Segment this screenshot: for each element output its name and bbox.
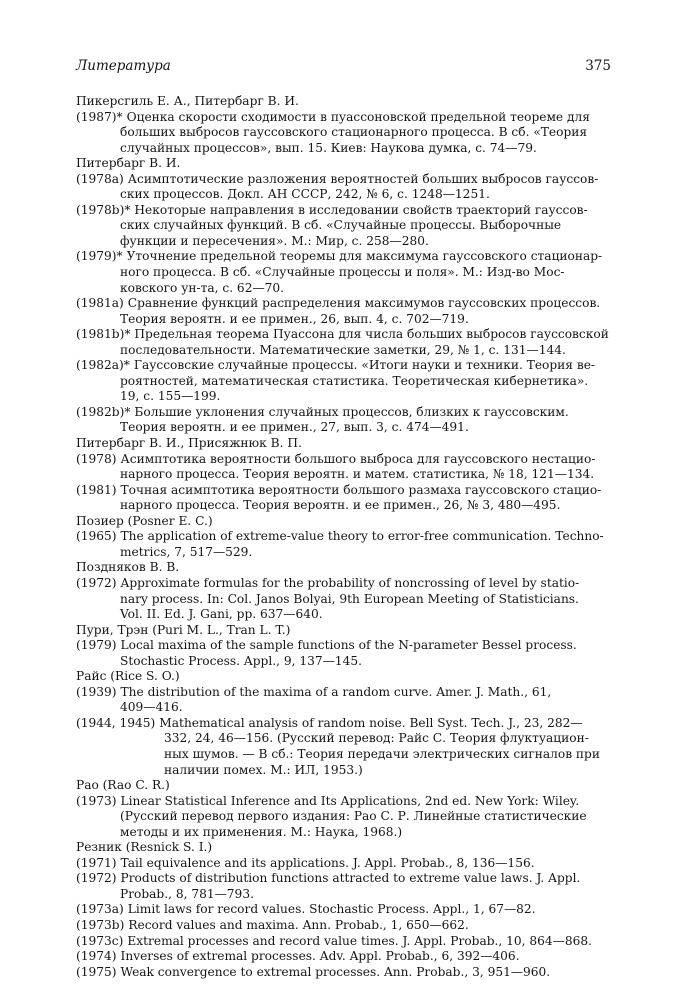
reference-author-line	[76, 436, 624, 452]
reference-year: (1981a)	[76, 296, 124, 311]
reference-entry-line	[76, 638, 624, 654]
reference-author-line	[76, 514, 624, 530]
reference-text: случайных процессов», вып. 15. Киев: Наукова думка, с. 74—79.	[120, 140, 537, 155]
reference-year: (1975)	[76, 964, 117, 979]
reference-text: Гауссовские случайные процессы. «Итоги науки и техники. Теория ве-	[133, 358, 596, 373]
reference-entry-line	[76, 949, 624, 965]
reference-entry-line	[76, 918, 624, 934]
reference-continuation-line	[76, 187, 624, 203]
reference-year: (1978)	[76, 451, 117, 466]
reference-list	[76, 94, 624, 980]
reference-text: Mathematical analysis of random noise. Bell Syst. Tech. J., 23, 282—	[159, 715, 583, 730]
reference-continuation-line	[76, 374, 624, 390]
reference-entry-line	[76, 902, 624, 918]
reference-entry-line	[76, 327, 624, 343]
reference-text: Пикерсгиль Е. А., Питербарг В. И.	[76, 94, 299, 108]
reference-text: последовательности. Математические заметки, 29, № 1, с. 131—144.	[120, 342, 566, 357]
reference-year: (1965)	[76, 529, 117, 544]
reference-year: (1978b)*	[76, 202, 131, 217]
reference-continuation-line	[76, 125, 624, 141]
reference-year: (1944, 1945)	[76, 715, 156, 730]
reference-continuation-line	[76, 141, 624, 157]
reference-text: Tail equivalence and its applications. J. Appl. Probab., 8, 136—156.	[120, 855, 535, 870]
reference-text: Inverses of extremal processes. Adv. Appl. Probab., 6, 392—406.	[120, 949, 520, 964]
reference-author-line	[76, 156, 624, 172]
reference-entry-line	[76, 249, 624, 265]
reference-continuation-line	[76, 809, 624, 825]
reference-continuation-line	[76, 607, 624, 623]
reference-entry-line	[76, 965, 624, 981]
reference-year: (1979)*	[76, 249, 123, 264]
reference-entry-line	[76, 358, 624, 374]
reference-continuation-line	[76, 825, 624, 841]
reference-text: Теория вероятн. и ее примен., 26, вып. 4, с. 702—719.	[120, 311, 469, 326]
reference-year: (1982a)*	[76, 358, 130, 373]
reference-text: 332, 24, 46—156. (Русский перевод: Райс С. Теория флуктуацион-	[164, 731, 589, 746]
reference-continuation-line	[76, 498, 624, 514]
reference-text: роятностей, математическая статистика. Теоретическая кибернетика».	[120, 373, 589, 388]
reference-text: Сравнение функций распределения максимумов гауссовских процессов.	[127, 296, 601, 311]
reference-text: Предельная теорема Пуассона для числа больших выбросов гауссовской	[134, 327, 609, 342]
reference-text: Record values and maxima. Ann. Probab., 1, 650—662.	[128, 917, 469, 932]
reference-continuation-line	[76, 747, 624, 763]
reference-text: Питербарг В. И., Присяжнюк В. П.	[76, 436, 302, 451]
reference-year: (1973a)	[76, 902, 124, 917]
reference-text: The distribution of the maxima of a random curve. Amer. J. Math., 61,	[120, 684, 552, 699]
reference-text: ных шумов. — В сб.: Теория передачи электрических сигналов при	[164, 746, 600, 761]
reference-continuation-line	[76, 763, 624, 779]
reference-continuation-line	[76, 281, 624, 297]
reference-text: Local maxima of the sample functions of the N-parameter Bessel process.	[120, 638, 577, 653]
reference-text: ковского ун-та, с. 62—70.	[120, 280, 285, 295]
reference-entry-line	[76, 296, 624, 312]
reference-entry-line	[76, 203, 624, 219]
reference-continuation-line	[76, 887, 624, 903]
reference-text: Products of distribution functions attracted to extreme value laws. J. Appl.	[120, 871, 581, 886]
reference-entry-line	[76, 934, 624, 950]
reference-text: Approximate formulas for the probability of noncrossing of level by statio-	[120, 575, 580, 590]
reference-author-line	[76, 840, 624, 856]
reference-entry-line	[76, 716, 624, 732]
reference-continuation-line	[76, 700, 624, 716]
reference-text: Оценка скорости сходимости в пуассоновской предельной теореме для	[126, 109, 590, 124]
reference-year: (1982b)*	[76, 404, 131, 419]
reference-text: Extremal processes and record value times. J. Appl. Probab., 10, 864—868.	[127, 933, 592, 948]
reference-text: Поздняков В. В.	[76, 560, 180, 575]
reference-text: Probab., 8, 781—793.	[120, 886, 254, 901]
reference-text: Vol. II. Ed. J. Gani, pp. 637—640.	[120, 607, 323, 622]
reference-continuation-line	[76, 389, 624, 405]
reference-year: (1974)	[76, 949, 117, 964]
reference-continuation-line	[76, 545, 624, 561]
reference-continuation-line	[76, 592, 624, 608]
reference-text: Некоторые направления в исследовании свойств траекторий гауссов-	[134, 202, 588, 217]
reference-continuation-line	[76, 265, 624, 281]
reference-year: (1939)	[76, 684, 117, 699]
page-number: 375	[585, 58, 611, 74]
reference-year: (1973b)	[76, 917, 125, 932]
reference-text: nary process. In: Col. Janos Bolyai, 9th European Meeting of Statisticians.	[120, 591, 579, 606]
reference-text: Точная асимптотика вероятности большого размаха гауссовского стацио-	[120, 482, 602, 497]
reference-text: наличии помех. М.: ИЛ, 1953.)	[164, 762, 363, 777]
reference-text: Теория вероятн. и ее примен., 27, вып. 3, с. 474—491.	[120, 420, 469, 435]
reference-year: (1978a)	[76, 171, 124, 186]
reference-text: Linear Statistical Inference and Its Applications, 2nd ed. New York: Wiley.	[120, 793, 580, 808]
reference-author-line	[76, 560, 624, 576]
reference-year: (1971)	[76, 855, 117, 870]
reference-continuation-line	[76, 312, 624, 328]
reference-text: Stochastic Process. Appl., 9, 137—145.	[120, 653, 362, 668]
reference-continuation-line	[76, 420, 624, 436]
reference-entry-line	[76, 685, 624, 701]
reference-text: ного процесса. В сб. «Случайные процессы и поля». М.: Изд-во Мос-	[120, 265, 565, 280]
reference-text: Асимптотические разложения вероятностей больших выбросов гауссов-	[127, 171, 599, 186]
reference-continuation-line	[76, 234, 624, 250]
reference-text: методы и их применения. М.: Наука, 1968.)	[120, 824, 403, 839]
reference-text: Позиер (Posner E. C.)	[76, 513, 213, 528]
reference-year: (1972)	[76, 871, 117, 886]
reference-text: Асимптотика вероятности большого выброса для гауссовского нестацио-	[120, 451, 596, 466]
reference-author-line	[76, 778, 624, 794]
reference-text: Пури, Трэн (Puri M. L., Tran L. T.)	[76, 622, 291, 637]
reference-entry-line	[76, 871, 624, 887]
reference-text: (Русский перевод первого издания: Рао С. Р. Линейные статистические	[120, 809, 587, 824]
reference-text: Рао (Rao C. R.)	[76, 778, 170, 793]
reference-text: The application of extreme-value theory to error-free communication. Techno-	[120, 529, 604, 544]
reference-text: Райс (Rice S. O.)	[76, 669, 180, 684]
reference-text: 19, с. 155—199.	[120, 389, 221, 404]
reference-text: нарного процесса. Теория вероятн. и матем. статистика, № 18, 121—134.	[120, 467, 595, 482]
reference-text: нарного процесса. Теория вероятн. и ее примен., 26, № 3, 480—495.	[120, 498, 561, 513]
reference-entry-line	[76, 794, 624, 810]
reference-text: 409—416.	[120, 700, 183, 715]
reference-entry-line	[76, 452, 624, 468]
reference-continuation-line	[76, 654, 624, 670]
reference-year: (1981b)*	[76, 327, 131, 342]
reference-text: больших выбросов гауссовского стационарного процесса. В сб. «Теория	[120, 125, 588, 140]
reference-entry-line	[76, 405, 624, 421]
reference-author-line	[76, 623, 624, 639]
reference-entry-line	[76, 529, 624, 545]
reference-author-line	[76, 94, 624, 110]
reference-author-line	[76, 669, 624, 685]
reference-year: (1973c)	[76, 933, 124, 948]
reference-year: (1972)	[76, 575, 117, 590]
reference-continuation-line	[76, 467, 624, 483]
reference-text: metrics, 7, 517—529.	[120, 544, 253, 559]
reference-text: функции и пересечения». М.: Мир, с. 258—280.	[120, 233, 429, 248]
reference-text: ских процессов. Докл. АН СССР, 242, № 6, с. 1248—1251.	[120, 187, 490, 202]
reference-continuation-line	[76, 343, 624, 359]
reference-entry-line	[76, 483, 624, 499]
reference-entry-line	[76, 172, 624, 188]
reference-text: ских случайных функций. В сб. «Случайные процессы. Выборочные	[120, 218, 562, 233]
reference-continuation-line	[76, 731, 624, 747]
reference-entry-line	[76, 856, 624, 872]
running-header: Литература	[76, 58, 171, 74]
reference-text: Резник (Resnick S. I.)	[76, 840, 213, 855]
reference-year: (1973)	[76, 793, 117, 808]
reference-entry-line	[76, 110, 624, 126]
reference-continuation-line	[76, 218, 624, 234]
reference-entry-line	[76, 576, 624, 592]
reference-text: Большие уклонения случайных процессов, близких к гауссовским.	[134, 404, 569, 419]
reference-year: (1979)	[76, 638, 117, 653]
reference-year: (1981)	[76, 482, 117, 497]
reference-text: Уточнение предельной теоремы для максимума гауссовского стационар-	[126, 249, 603, 264]
reference-text: Weak convergence to extremal processes. Ann. Probab., 3, 951—960.	[120, 964, 551, 979]
reference-text: Питербарг В. И.	[76, 156, 181, 171]
reference-text: Limit laws for record values. Stochastic Process. Appl., 1, 67—82.	[127, 902, 536, 917]
reference-year: (1987)*	[76, 109, 123, 124]
